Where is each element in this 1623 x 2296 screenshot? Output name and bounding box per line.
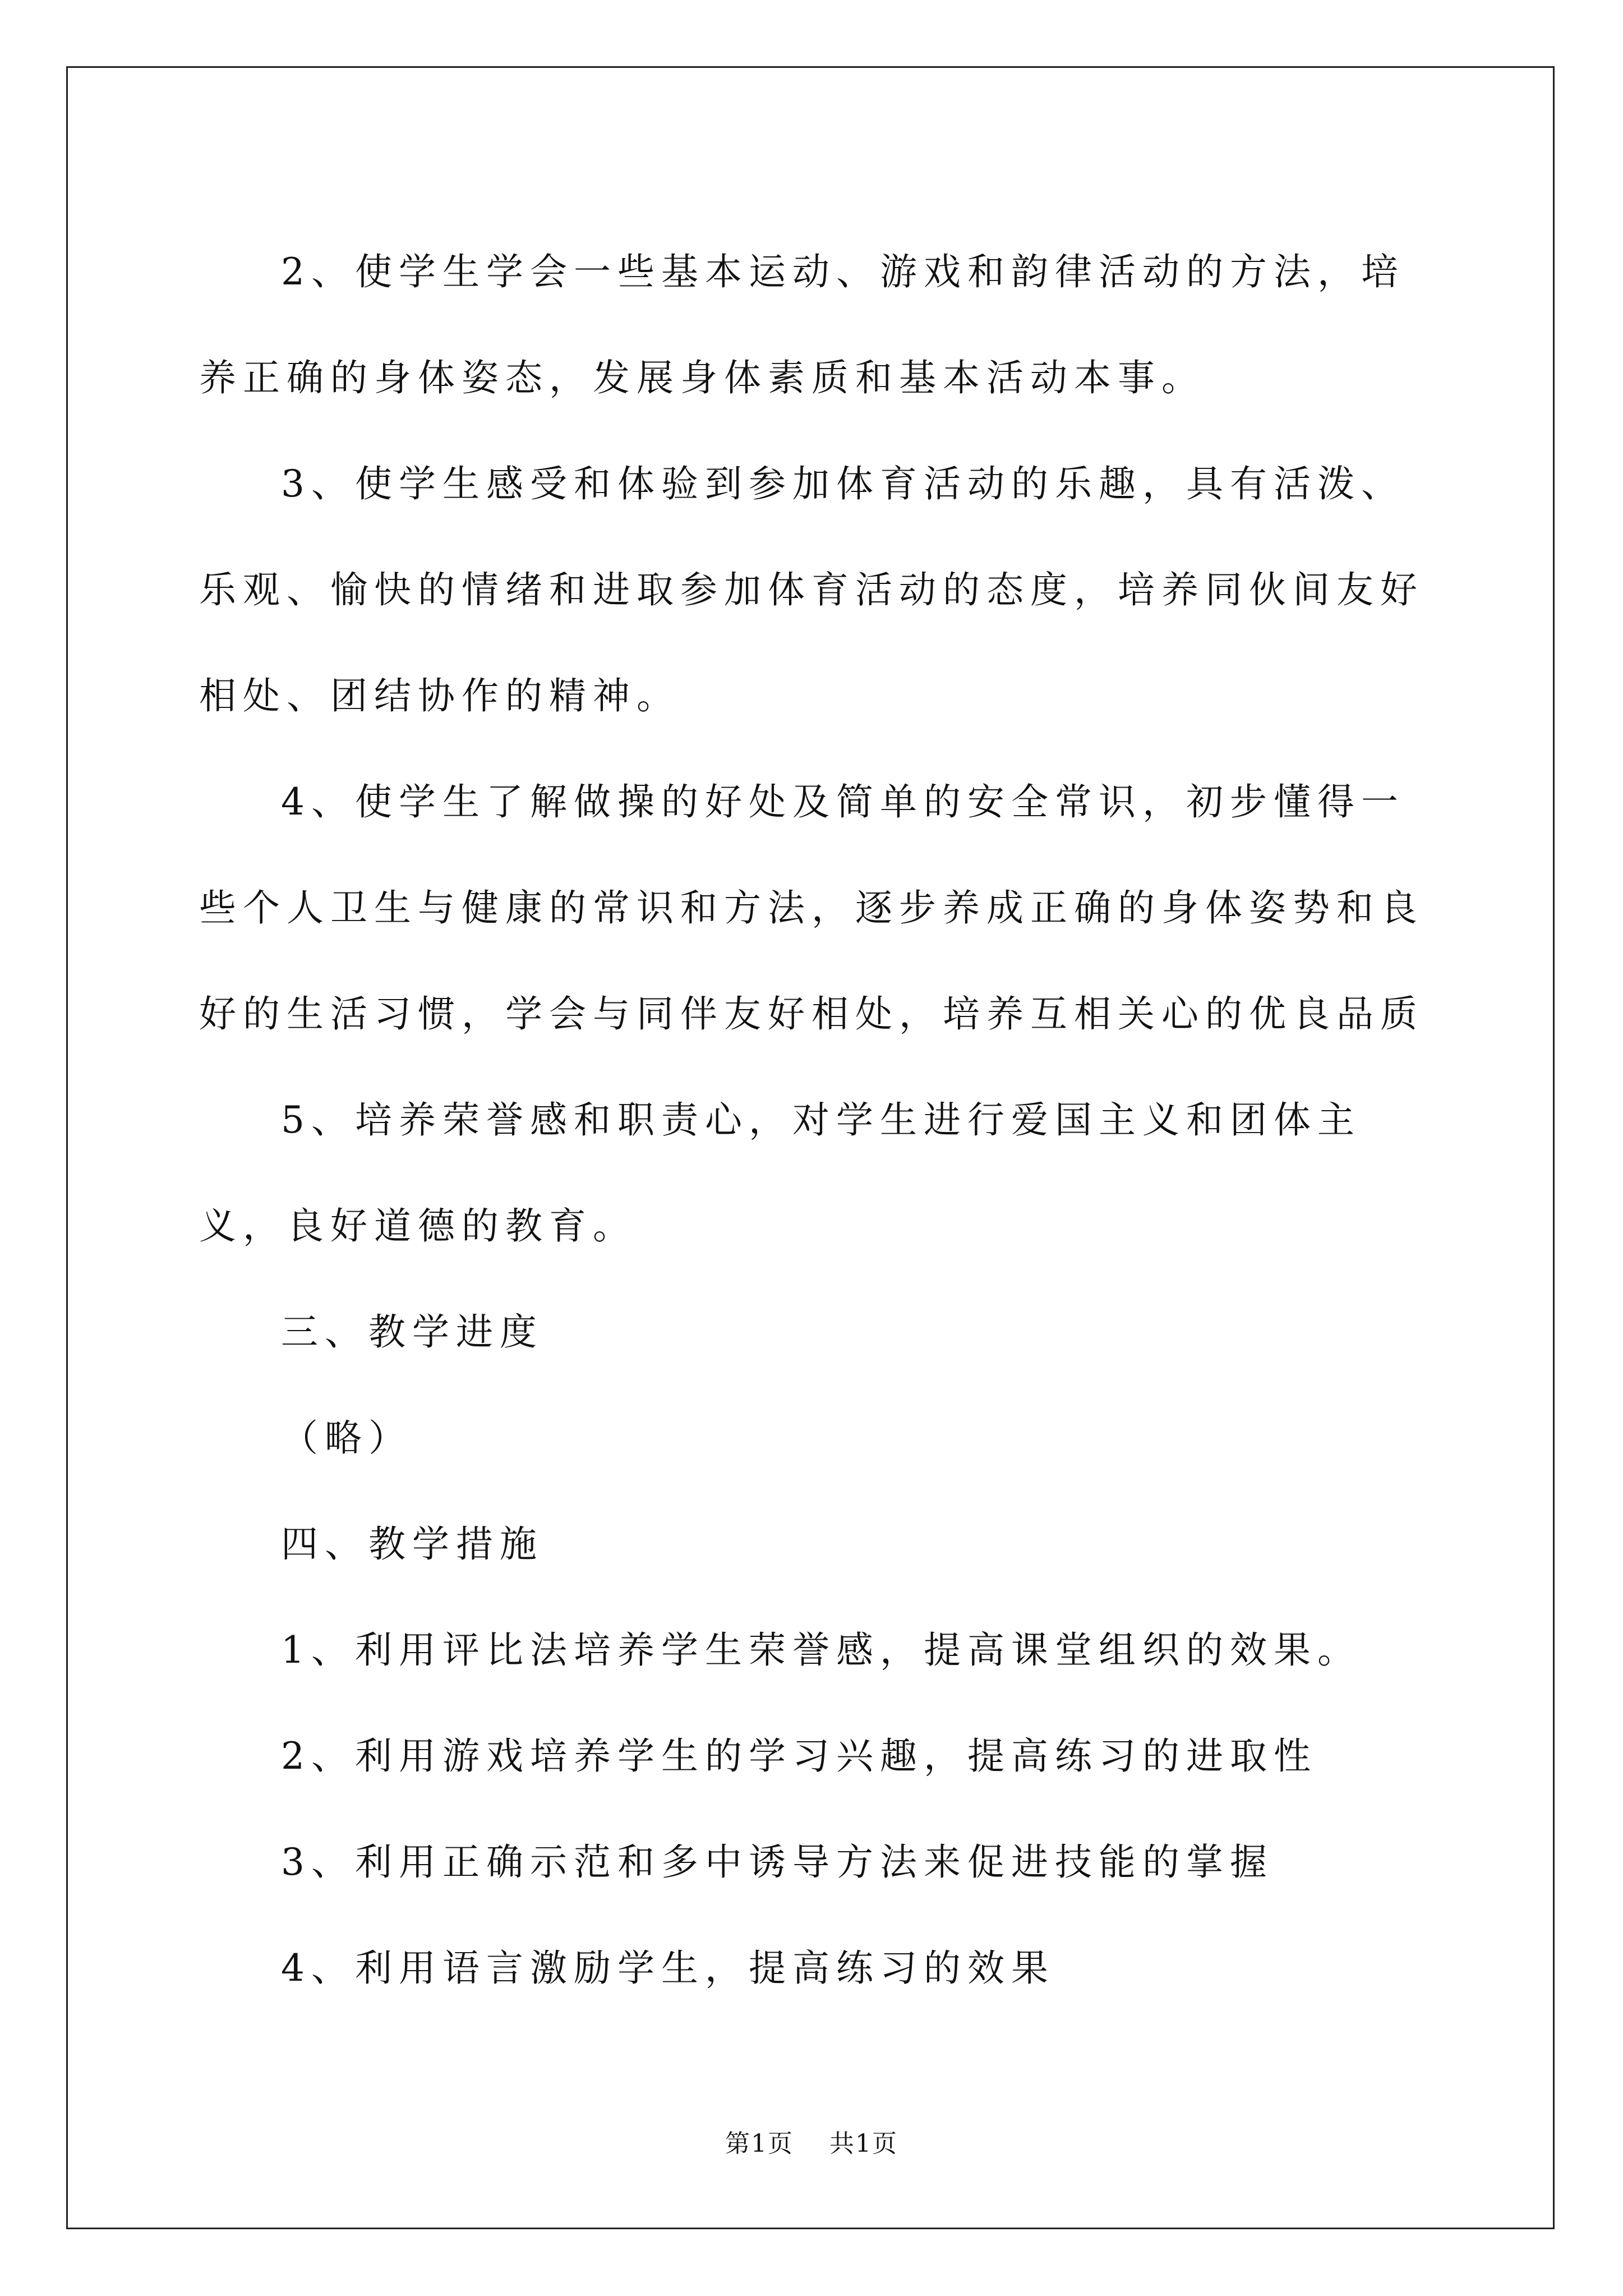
paragraph-measure-1: 1、利用评比法培养学生荣誉感，提高课堂组织的效果。 [281,1628,1361,1672]
paragraph-goal-5: 5、培养荣誉感和职责心，对学生进行爱国主义和团体主义，良好道德的教育。 [199,1098,1361,1248]
paragraph-measure-2: 2、利用游戏培养学生的学习兴趣，提高练习的进取性 [281,1734,1317,1778]
page-total: 共1页 [829,2129,898,2158]
paragraph-goal-4: 4、使学生了解做操的好处及简单的安全常识，初步懂得一些个人卫生与健康的常识和方法，逐步养成正确的身体姿势和良好的生活习惯，学会与同伴友好相处，培养互相关心的优良品质 [199,780,1424,1036]
section-heading-progress: 三、教学进度 [281,1310,543,1354]
paragraph-goal-2: 2、使学生学会一些基本运动、游戏和韵律活动的方法，培养正确的身体姿态，发展身体素质和基本活动本事。 [199,250,1405,399]
section-heading-measures: 四、教学措施 [281,1522,543,1566]
paragraph-measure-4: 4、利用语言激励学生，提高练习的效果 [281,1947,1055,1990]
document-body [199,219,1444,2021]
paragraph-measure-3: 3、利用正确示范和多中诱导方法来促进技能的掌握 [281,1841,1274,1884]
page-number: 第1页 [725,2129,794,2158]
paragraph-goal-3: 3、使学生感受和体验到参加体育活动的乐趣，具有活泼、乐观、愉快的情绪和进取参加体育活动的态度，培养同伙间友好相处、团结协作的精神。 [199,462,1424,717]
paragraph-omitted: （略） [281,1416,412,1460]
page-footer [0,2123,1623,2159]
